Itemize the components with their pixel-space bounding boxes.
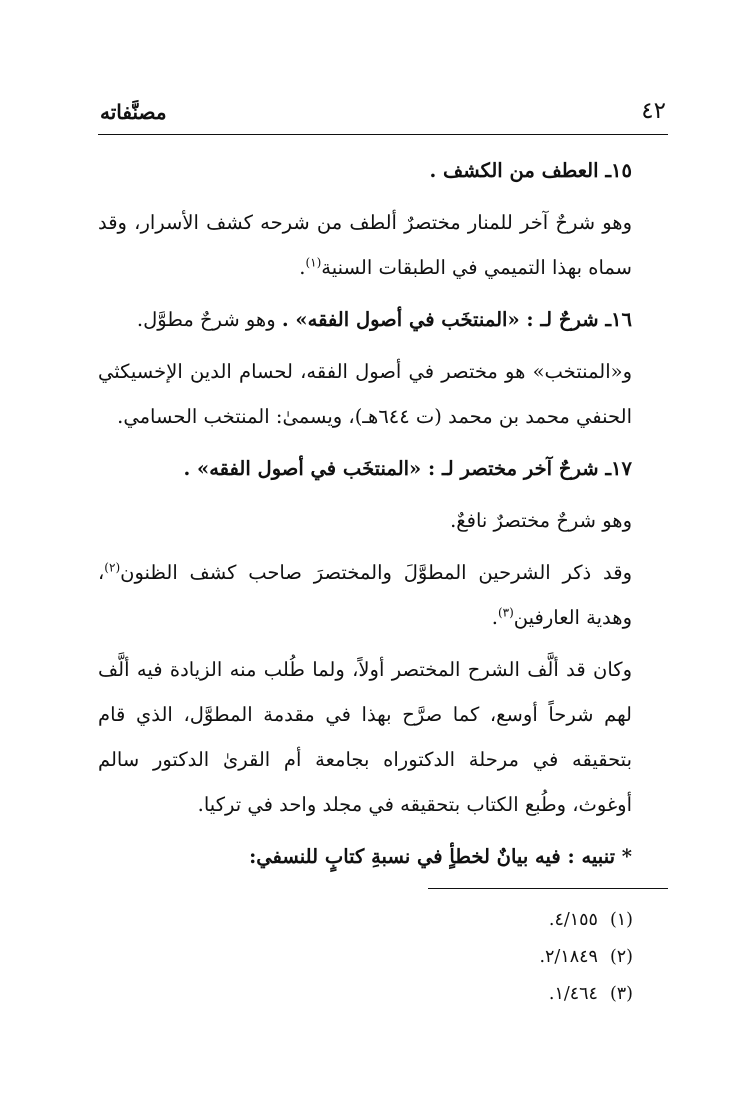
footnote-number: (٢) — [609, 947, 633, 967]
entry-15-body: وهو شرحٌ آخر للمنار مختصرٌ ألطف من شرحه كشف الأسرار، وقد سماه بهذا التميمي في الطبقات السنية — [98, 211, 632, 279]
mention-text-b: ، وهدية العارفين — [98, 561, 632, 629]
mention-paragraph — [98, 550, 668, 640]
entry-17-title: ١٧ـ شرحٌ آخر مختصر لـ : «المنتخَب في أصول الفقه» . — [183, 457, 632, 480]
entry-16-title: ١٦ـ شرحٌ لـ : «المنتخَب في أصول الفقه» . — [281, 308, 632, 331]
mention-text-a: وقد ذكر الشرحين المطوَّلَ والمختصرَ صاحب كشف الظنون — [120, 561, 632, 584]
footnote-text: ٢/١٨٤٩. — [539, 947, 598, 967]
footnote-ref-3: (٣) — [497, 605, 514, 620]
footnote-ref-2: (٢) — [104, 560, 121, 575]
footnote-number: (٣) — [609, 984, 633, 1004]
entry-16 — [98, 297, 668, 342]
footnote-text: ١/٤٦٤. — [548, 984, 598, 1004]
entry-16-text: و«المنتخب» هو مختصر في أصول الفقه، لحسام الدين الإخسيكثي الحنفي محمد بن محمد (ت ٦٤٤هـ)، ويسمىٰ: المنتخب الحسامي. — [98, 360, 632, 428]
footnote-ref-1: (١) — [305, 255, 322, 270]
note-paragraph: * تنبيه : فيه بيانٌ لخطأٍ في نسبةِ كتابٍ للنسفي: — [249, 845, 632, 868]
history-paragraph: وكان قد ألَّف الشرح المختصر أولاً، ولما طُلب منه الزيادة فيه ألَّف لهم شرحاً أوسع، كما صرَّح بهذا في مقدمة المطوَّل، الذي قام بتحقيقه في مرحلة الدكتوراه بجامعة أم القرىٰ الدكتور سالم أوغوث، وطُبع الكتاب بتحقيقه في مجلد واحد في تركيا. — [98, 658, 632, 816]
entry-16-note: وهو شرحٌ مطوَّل. — [136, 308, 276, 331]
entry-15-text — [98, 200, 668, 290]
footnote-1 — [98, 902, 633, 939]
footnotes — [98, 902, 633, 1013]
page-number: ٤٢ — [641, 98, 666, 124]
running-title: مصنَّفاته — [100, 100, 167, 124]
page-header — [98, 96, 668, 135]
footnote-separator — [428, 888, 668, 889]
main-text — [98, 148, 668, 886]
footnote-number: (١) — [609, 910, 633, 930]
footnote-3 — [98, 976, 633, 1013]
entry-15-end: . — [299, 256, 306, 279]
mention-end: . — [491, 606, 498, 629]
entry-15-title: ١٥ـ العطف من الكشف . — [429, 159, 632, 182]
footnote-text: ٤/١٥٥. — [548, 910, 598, 930]
footnote-2 — [98, 939, 633, 976]
entry-17-note: وهو شرحٌ مختصرٌ نافعٌ. — [450, 509, 632, 532]
